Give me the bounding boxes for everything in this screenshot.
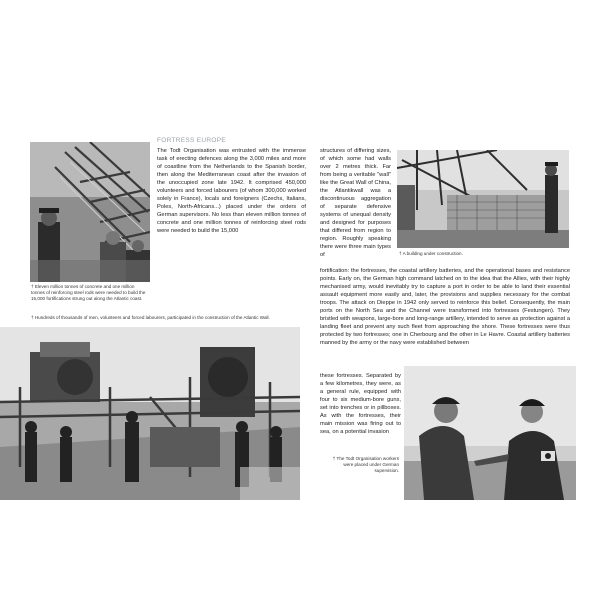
concrete-mixers-icon: [0, 327, 300, 500]
section-title: FORTRESS EUROPE: [157, 137, 227, 144]
body-paragraph-1: The Todt Organisation was entrusted with the immense task of erecting defences along the 3,000 miles and more of coastline from the Netherlands to the Spanish border, then along the Mediterranean coast after the invasion of the unoccupied zone late 1942. It comprised 450,000 volunteers and forced labourers (of whom 300,000 worked solely in France), locals and foreigners (Czechs, Italians, Poles, North-Africans...) placed under the orders of German supervisors. No less than eleven million tonnes of concrete and one million tonnes of reinforcing steel rods were needed to build the 15,000: [157, 148, 306, 234]
two-men-talking-icon: [404, 366, 576, 500]
photo-workers-rebar: [30, 142, 150, 282]
caption-middle-left: † Hundreds of thousands of men, volunteers and forced labourers, participated in the construction of the Atlantic Wall.: [31, 315, 270, 320]
building-construction-icon: [397, 150, 569, 248]
caption-bottom-right: † The Todt Organisation workers were placed under German supervision.: [332, 456, 399, 473]
body-column-2-wide: [320, 267, 570, 347]
caption-top-right: † A building under construction.: [399, 251, 463, 256]
photo-two-men: [404, 366, 576, 500]
body-column-2-narrow: [320, 147, 391, 259]
caption-top-left: † Eleven million tonnes of concrete and one million tonnes of reinforcing steel rods were needed to build the 15,000 fortifications strung out along the Atlantic coast.: [31, 284, 146, 301]
photo-concrete-mixers: [0, 327, 300, 500]
photo-building-construction: [397, 150, 569, 248]
body-column-1: [157, 147, 306, 235]
body-paragraph-2c: these fortresses. Separated by a few kilometres, they were, as a general rule, equipped with four to six medium-bore guns, set into trenches or in pillboxes. As with the fortresses, their main mission was firing out to sea, on a potential invasion: [320, 373, 401, 435]
workers-on-rebar-icon: [30, 142, 150, 282]
body-paragraph-2a: structures of differing sizes, of which some had walls over 2 metres thick. Far from being a veritable "wall" like the Great Wall of China, the Atlantikwall was a discontinuous aggregation of separate defensive systems of unequal density and designed for purposes that differed from region to region. Roughly speaking there were three main types of: [320, 148, 391, 258]
body-paragraph-2b: fortification: the fortresses, the coastal artillery batteries, and the operational bases and resistance points. Early on, the German high command latched on to the idea that the Allies, with their highly mechanised army, would inevitably try to capture a port in order to be able to land their essential assault equipment more easily and, later, the provisions and supplies necessary for the combat troops. The attack on Dieppe in 1942 only served to reinforce this belief. Consequently, the main ports on the North Sea and the Channel were transformed into fortresses (Festungen). They bristled with weapons, large-bore and long-range artillery, intended to serve as protection against a landing fleet and prevent any such fleet from approaching the shore. These fortresses were thus protected by two fortresses; one in Cherbourg and the other in Le Havre. Coastal artillery batteries manned by the army or the navy were established between: [320, 268, 570, 346]
body-column-2-bottom: [320, 372, 401, 436]
